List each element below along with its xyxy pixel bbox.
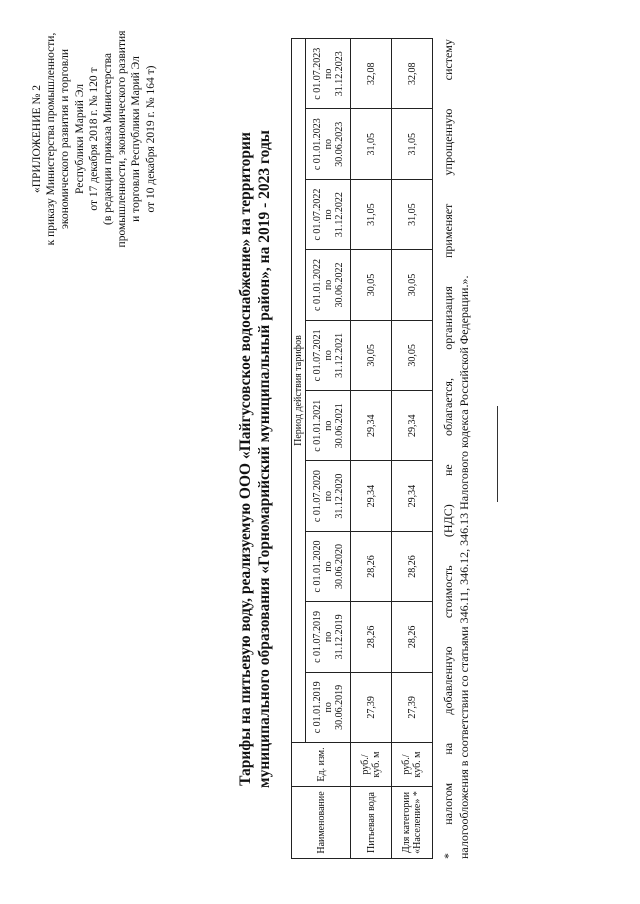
title-line-2: муниципального образования «Горномарийский муниципальный район», на 2019 - 2023 годы [256, 130, 273, 788]
footnote-word: налогом [441, 782, 455, 825]
period-header-cell [306, 179, 351, 249]
row-unit-cell [392, 743, 433, 787]
period-to: 30.06.2021 [333, 403, 345, 449]
period-mid: по [322, 420, 334, 431]
tariff-value-cell: 29,34 [392, 391, 433, 461]
period-mid: по [322, 561, 334, 572]
footnote-word: облагается, [441, 378, 455, 436]
period-to: 31.12.2022 [333, 192, 345, 238]
period-to: 30.06.2020 [333, 544, 345, 590]
tariff-table [291, 38, 433, 859]
footnote-word: систему [441, 39, 455, 81]
period-header-cell [306, 602, 351, 672]
footnote-word: не [441, 464, 455, 476]
period-header-cell [306, 672, 351, 742]
row-name: «Население» * [412, 791, 423, 854]
tariff-value-cell: 27,39 [351, 672, 392, 742]
period-mid: по [322, 279, 334, 291]
header-name-cell [292, 787, 351, 859]
period-header-cell [306, 391, 351, 461]
footnote-word: упрощенную [441, 108, 455, 176]
tariff-value-cell: 28,26 [351, 602, 392, 672]
tariff-value-cell: 28,26 [392, 602, 433, 672]
period-from: с 01.07.2020 [311, 470, 323, 523]
period-from: с 01.07.2021 [311, 329, 323, 382]
row-name-cell [392, 787, 433, 859]
header-name: Наименование [315, 791, 327, 854]
period-from: с 01.01.2020 [311, 540, 323, 593]
tariff-value-cell: 29,34 [351, 391, 392, 461]
row-unit-cell [351, 743, 392, 787]
row-name-cell [351, 787, 392, 859]
appendix-line: промышленности, экономического развития [116, 30, 129, 248]
period-to: 31.12.2019 [333, 614, 345, 660]
period-mid: по [322, 139, 334, 150]
period-mid: по [322, 631, 334, 643]
row-name: Питьевая вода [365, 792, 377, 853]
period-mid: по [322, 350, 334, 361]
footnote-word: применяет [441, 203, 455, 258]
row-unit: руб./ [401, 754, 412, 775]
appendix-line: Республики Марий Эл [73, 84, 86, 195]
tariff-value-cell: 31,05 [351, 109, 392, 179]
tariff-value-cell: 29,34 [392, 461, 433, 531]
period-from: с 01.07.2019 [311, 610, 323, 663]
footnote-word: на [441, 742, 455, 755]
tariff-value-cell: 30,05 [392, 250, 433, 320]
tariff-value-cell: 30,05 [392, 320, 433, 390]
period-header-cell [306, 250, 351, 320]
appendix-block [30, 4, 158, 274]
period-from: с 01.07.2022 [311, 188, 323, 241]
appendix-line: к приказу Министерства промышленности, [45, 32, 58, 246]
period-to: 30.06.2023 [333, 121, 345, 167]
footnote-word: * [441, 853, 455, 859]
tariff-value-cell: 31,05 [392, 109, 433, 179]
row-unit: куб. м [371, 751, 382, 778]
tariff-value-cell: 32,08 [392, 39, 433, 109]
appendix-line: от 10 декабря 2019 г. № 164 т) [144, 65, 157, 213]
period-from: с 01.01.2019 [311, 681, 323, 734]
period-from: с 01.07.2023 [311, 47, 323, 100]
period-header-cell [306, 531, 351, 601]
period-mid: по [322, 490, 334, 502]
footnote-line-2: налогообложения в соответствии со статьями 346.11, 346.12, 346.13 Налогового кодекса Российской Федерации.». [457, 275, 471, 859]
period-from: с 01.01.2023 [311, 118, 323, 171]
footnote-word: стоимость [441, 565, 455, 619]
period-from: с 01.01.2021 [311, 399, 323, 452]
footnote [440, 39, 472, 859]
tariff-value-cell: 30,05 [351, 320, 392, 390]
appendix-line: (в редакции приказа Министерства [102, 53, 115, 226]
period-header-cell [306, 320, 351, 390]
appendix-line: экономического развития и торговли [59, 49, 72, 229]
row-name: Для категории [401, 791, 412, 854]
footnote-line-1 [440, 39, 456, 859]
tariff-table-wrapper [291, 39, 433, 859]
tariff-value-cell: 27,39 [392, 672, 433, 742]
header-unit: Ед. изм. [315, 747, 327, 782]
footnote-word: добавленную [441, 646, 455, 715]
tariff-value-cell: 28,26 [392, 531, 433, 601]
tariff-value-cell: 31,05 [351, 179, 392, 249]
period-header-cell [306, 39, 351, 109]
tariff-value-cell: 28,26 [351, 531, 392, 601]
table-row [392, 39, 433, 859]
table-header-row [292, 39, 306, 859]
table-row [351, 39, 392, 859]
header-period-cell [292, 39, 306, 743]
tariff-value-cell: 31,05 [392, 179, 433, 249]
appendix-line: и торговли Республики Марий Эл [130, 56, 143, 222]
title-line-1: Тарифы на питьевую воду, реализуемую ООО «Пайгусовское водоснабжение» на территории [237, 132, 254, 786]
period-to: 31.12.2023 [333, 51, 345, 97]
period-header-cell [306, 461, 351, 531]
table-period-row [306, 39, 351, 859]
tariff-value-cell: 32,08 [351, 39, 392, 109]
tariff-value-cell: 29,34 [351, 461, 392, 531]
period-to: 31.12.2020 [333, 473, 345, 519]
period-to: 31.12.2021 [333, 332, 345, 378]
period-mid: по [322, 209, 334, 220]
appendix-line: «ПРИЛОЖЕНИЕ № 2 [31, 85, 43, 194]
footnote-word: (НДС) [441, 504, 455, 538]
appendix-line: от 17 декабря 2018 г. № 120 т [87, 67, 100, 211]
period-to: 30.06.2022 [333, 262, 345, 308]
footnote-word: организация [441, 286, 455, 350]
period-from: с 01.01.2022 [311, 258, 323, 311]
document-title [236, 44, 274, 874]
closing-rule [497, 406, 498, 502]
header-period: Период действия тарифов [293, 335, 304, 446]
header-unit-cell [292, 743, 351, 787]
period-to: 30.06.2019 [333, 684, 345, 730]
period-mid: по [322, 702, 334, 713]
tariff-value-cell: 30,05 [351, 250, 392, 320]
row-unit: руб./ [360, 754, 371, 775]
period-header-cell [306, 109, 351, 179]
row-unit: куб. м [412, 751, 423, 778]
period-mid: по [322, 68, 334, 79]
